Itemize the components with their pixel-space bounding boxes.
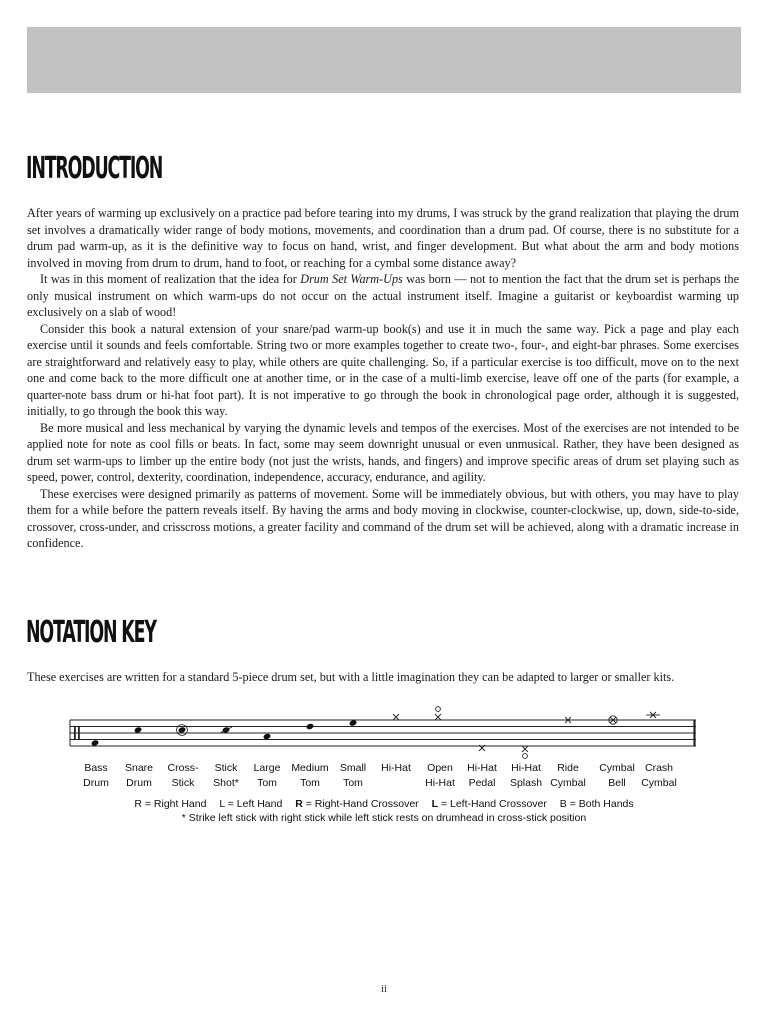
- notation-intro-text: These exercises are written for a standard 5-piece drum set, but with a little imagination they can be adapted to larger or smaller kits.: [27, 670, 675, 684]
- intro-paragraph-2: [27, 271, 739, 321]
- notation-key-heading: NOTATION KEY: [26, 615, 156, 650]
- hand-legend: [0, 797, 768, 811]
- book-title: Drum Set Warm-Ups: [300, 272, 403, 286]
- intro-paragraph-2-end: was born — not to mention the fact that the drum set is perhaps the only musical instrument on which warm-ups do not occur on the actual instrument itself. Imagine a guitarist or keyboardist warming up exclusively on a slab of wood!: [27, 272, 740, 319]
- medium-tom-note: [306, 723, 315, 730]
- introduction-body: [27, 205, 739, 552]
- legend-left-hand: L = Left Hand: [219, 798, 283, 810]
- legend-both-hands: B = Both Hands: [559, 798, 634, 810]
- label-stick-shot: Stick Shot*: [213, 762, 239, 789]
- notation-staff: [0, 700, 768, 760]
- legend-right-hand: R = Right Hand: [134, 798, 207, 810]
- label-hi-hat-splash: Hi-Hat Splash: [509, 762, 543, 789]
- label-hi-hat-pedal: Hi-Hat Pedal: [467, 762, 497, 789]
- label-bass-drum: Bass Drum: [83, 762, 109, 789]
- crash-cymbal-note: [646, 712, 660, 718]
- stick-shot-footnote: * Strike left stick with right stick while left stick rests on drumhead in cross-stick position: [181, 812, 587, 824]
- legend-left-crossover: L = Left-Hand Crossover: [431, 798, 547, 810]
- label-cross-stick: Cross- Stick: [167, 762, 199, 789]
- label-large-tom: Large Tom: [253, 762, 281, 789]
- label-medium-tom: Medium Tom: [291, 762, 329, 789]
- intro-paragraph-3: Consider this book a natural extension of your snare/pad warm-up book(s) and use it in much the same way. Pick a page and play each exercise until it sounds and feels comfortable. String two or more examples together to create two-, four-, and eight-bar phrases. Some exercises are straightforward and relatively easy to play, while others are quite challenging. So, if a particular exercise is too difficult, move on to the next one and come back to the more difficult one at another time, or in the case of a multi-limb exercise, leave off one of the parts (for example, a quarter-note bass drum or hi-hat foot part). It is not imperative to go through the book in chronological page order, although it is suggested, initially, to go through the book this way.: [27, 321, 739, 418]
- intro-paragraph-1: After years of warming up exclusively on a practice pad before tearing into my drums, I was struck by the grand realization that playing the drum set involves a dramatically wider range of body motions, movements, and coordination than a drum pad. Of course, there is no substitute for a drum pad warm-up, as it is the definitive way to focus on hand, wrist, and finger development. But what about the arm and body motions involved in moving from drum to drum, hand to foot, or reaching for a cymbal some distance away?: [27, 206, 739, 270]
- hi-hat-note: [393, 714, 399, 720]
- label-small-tom: Small Tom: [339, 762, 367, 789]
- staff-lines: [70, 720, 696, 746]
- label-snare-drum: Snare Drum: [124, 762, 154, 789]
- introduction-heading: INTRODUCTION: [26, 151, 163, 186]
- legend-right-crossover: R = Right-Hand Crossover: [295, 798, 419, 810]
- label-hi-hat: Hi-Hat: [381, 762, 411, 774]
- header-banner: [27, 27, 741, 93]
- intro-paragraph-2-start: It was in this moment of realization that the idea for: [40, 272, 301, 286]
- hi-hat-splash-note: [522, 746, 528, 758]
- label-open-hi-hat: Open Hi-Hat: [425, 762, 455, 789]
- label-cymbal-bell: Cymbal Bell: [599, 762, 635, 789]
- intro-paragraph-5: These exercises were designed primarily as patterns of movement. Some will be immediately obvious, but with others, you may have to play them for a while before the pattern reveals itself. By having the arms and body moving in clockwise, counter-clockwise, up, down, side-to-side, crossover, cross-under, and crisscross motions, a greater facility and command of the drum set will be achieved, along with a dramatic increase in confidence.: [27, 486, 739, 550]
- open-hi-hat-note: [435, 707, 441, 720]
- page-number: ii: [380, 983, 388, 995]
- label-crash-cymbal: Crash Cymbal: [641, 762, 677, 789]
- intro-paragraph-4: Be more musical and less mechanical by varying the dynamic levels and tempos of the exercises. Most of the exercises are not intended to be applied note for note as cool fills or beats. In fact, some may seem downright unusual or even unmusical. Rather, they have been designed as drum set warm-ups to limber up the entire body (not just the wrists, hands, and fingers) and improve specific areas of drum set playing such as speed, power, control, dexterity, coordination, independence, accuracy, endurance, and agility.: [27, 420, 739, 484]
- label-ride-cymbal: Ride Cymbal: [550, 762, 586, 789]
